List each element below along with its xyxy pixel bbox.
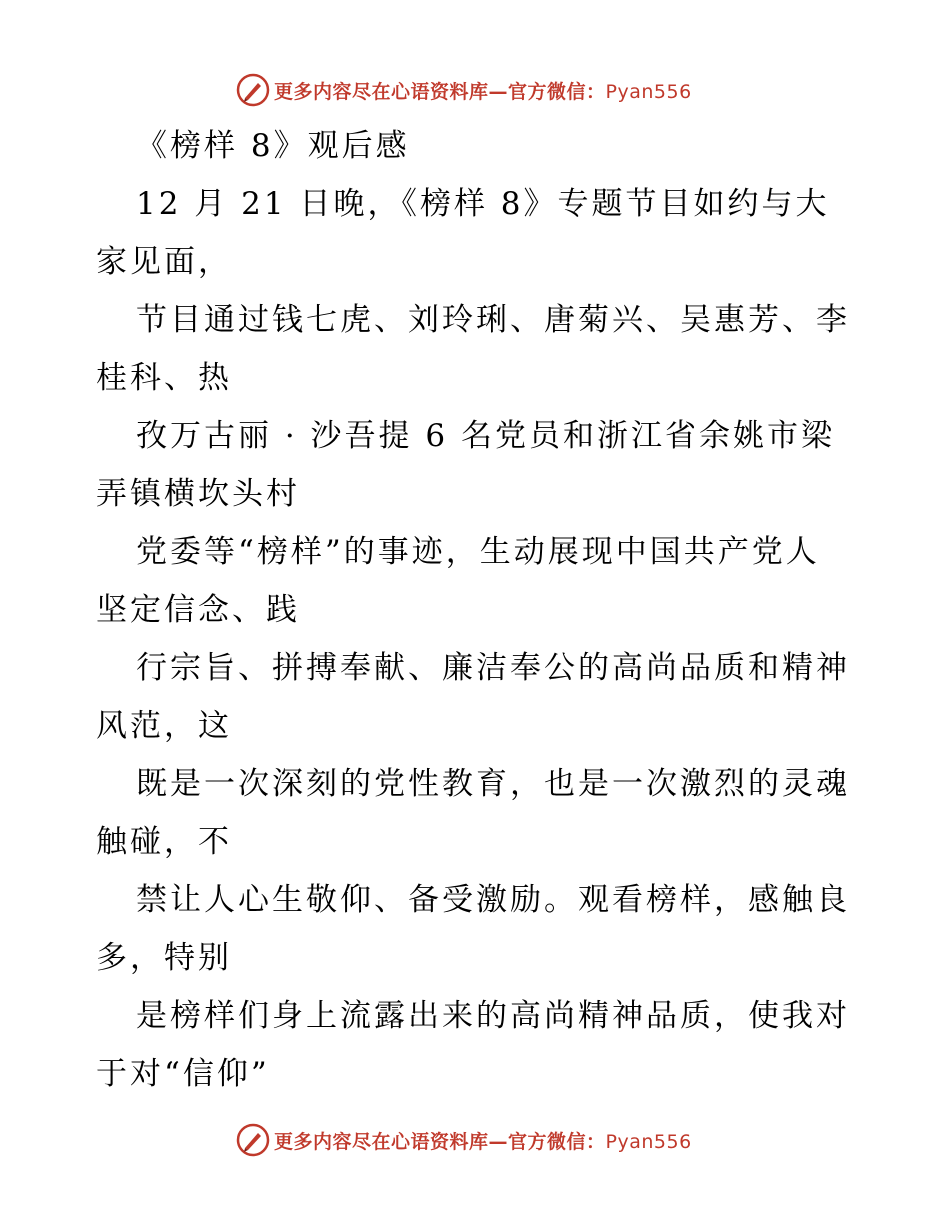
watermark-text: 更多内容尽在心语资料库—官方微信：Pyan556 [274, 1130, 692, 1153]
text-line: 于对“信仰” [96, 1056, 270, 1092]
text-line: 多，特别 [96, 940, 232, 976]
text-line: 12 月 21 日晚，《榜样 8》专题节目如约与大 [136, 186, 830, 222]
text-line: 既是一次深刻的党性教育，也是一次激烈的灵魂 [136, 766, 850, 802]
text-line: 行宗旨、拼搏奉献、廉洁奉公的高尚品质和精神 [136, 650, 850, 686]
header-watermark [236, 72, 692, 108]
text-line: 节目通过钱七虎、刘玲琍、唐菊兴、吴惠芳、李 [136, 302, 850, 338]
watermark-text: 更多内容尽在心语资料库—官方微信：Pyan556 [274, 80, 692, 103]
pen-logo-icon [236, 1123, 270, 1157]
text-line: 触碰，不 [96, 824, 232, 860]
text-line: 禁让人心生敬仰、备受激励。观看榜样，感触良 [136, 882, 850, 918]
text-line: 弄镇横坎头村 [96, 476, 300, 512]
footer-watermark [236, 1122, 692, 1158]
text-line: 风范，这 [96, 708, 232, 744]
text-line: 是榜样们身上流露出来的高尚精神品质，使我对 [136, 998, 850, 1034]
document-title: 《榜样 8》观后感 [136, 128, 410, 164]
text-line: 桂科、热 [96, 360, 232, 396]
text-line: 坚定信念、践 [96, 592, 300, 628]
text-line: 党委等“榜样”的事迹，生动展现中国共产党人 [136, 534, 820, 570]
pen-logo-icon [236, 73, 270, 107]
text-line: 孜万古丽 · 沙吾提 6 名党员和浙江省余姚市梁 [136, 418, 835, 454]
text-line: 家见面， [96, 244, 232, 280]
